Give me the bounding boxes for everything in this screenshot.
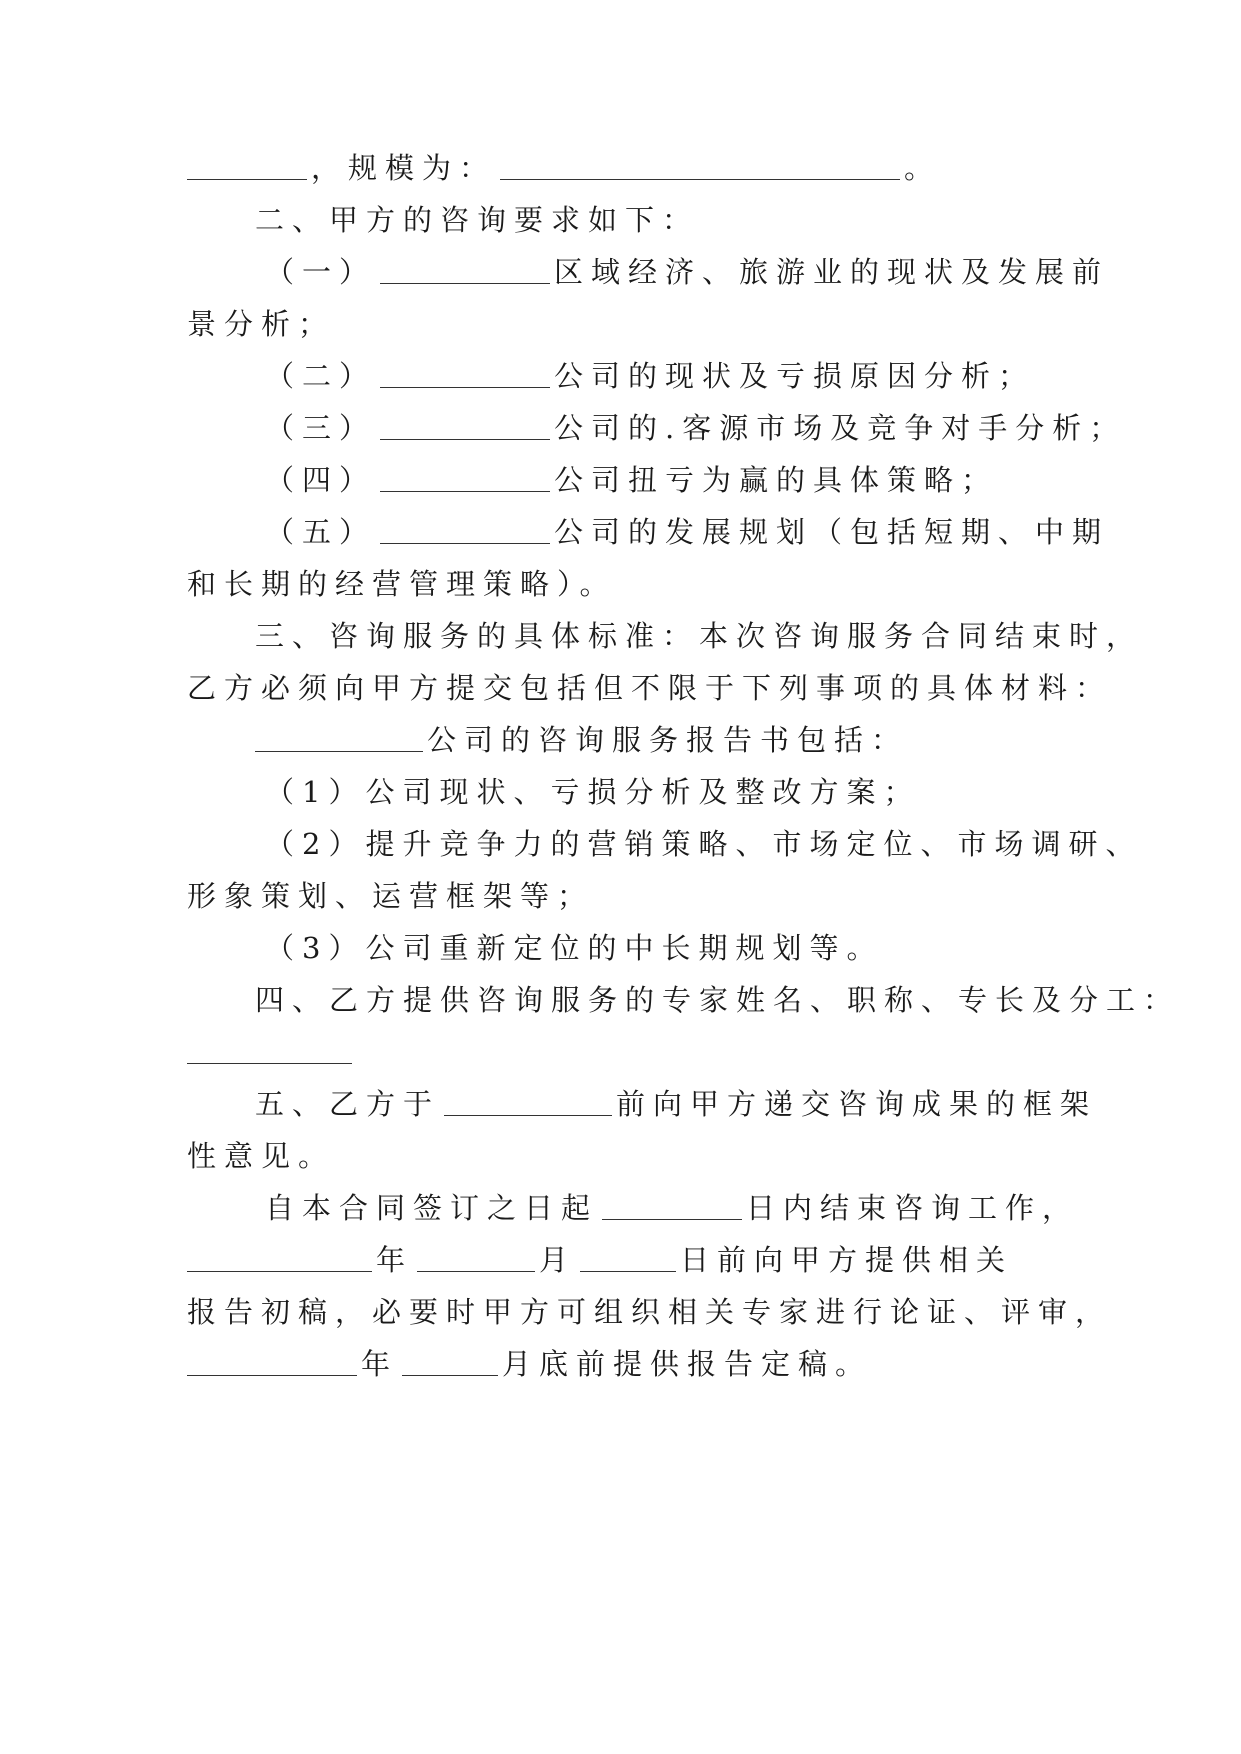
line-continuation: 性意见。 — [187, 1139, 336, 1173]
text: 五、乙方于 — [255, 1087, 441, 1121]
final-date-line — [187, 1344, 872, 1384]
line-scale — [187, 148, 941, 188]
text: 公司扭亏为赢的具体策略； — [554, 463, 999, 497]
timeline-paragraph — [265, 1188, 1079, 1228]
list-item-2 — [265, 356, 1035, 396]
list-item-3 — [265, 408, 1126, 448]
blank-field — [380, 542, 550, 544]
blank-field — [380, 438, 550, 440]
list-item-5 — [265, 512, 1109, 552]
month-blank — [402, 1374, 498, 1376]
text: 公司的咨询服务报告书包括： — [427, 723, 909, 757]
blank-field — [380, 386, 550, 388]
item-number: （四） — [265, 463, 377, 497]
blank-field — [380, 490, 550, 492]
text: 日内结束咨询工作， — [746, 1191, 1080, 1225]
text: 公司的发展规划（包括短期、中期 — [554, 515, 1110, 549]
blank-field — [500, 178, 900, 180]
text: 月底前提供报告定稿。 — [502, 1347, 873, 1381]
report-intro — [255, 720, 908, 760]
draft-date-line — [187, 1240, 1013, 1280]
experts-blank-line — [187, 1032, 356, 1072]
text: ，规模为： — [311, 151, 497, 185]
year-blank — [187, 1270, 372, 1272]
text: 自本合同签订之日起 — [265, 1191, 599, 1225]
text: 日前向甲方提供相关 — [680, 1243, 1014, 1277]
report-item-1: （1）公司现状、亏损分析及整改方案； — [265, 775, 921, 809]
section-heading-3: 三、咨询服务的具体标准：本次咨询服务合同结束时， — [255, 619, 1144, 653]
line-continuation: 景分析； — [187, 307, 336, 341]
text: 月 — [539, 1243, 577, 1277]
blank-field — [602, 1218, 742, 1220]
item-number: （五） — [265, 515, 377, 549]
line-continuation: 报告初稿，必要时甲方可组织相关专家进行论证、评审， — [187, 1295, 1113, 1329]
blank-field — [187, 178, 307, 180]
text: 公司的.客源市场及竞争对手分析； — [554, 411, 1127, 445]
text: 公司的现状及亏损原因分析； — [554, 359, 1036, 393]
list-item-1 — [265, 252, 1109, 292]
text: 年 — [361, 1347, 399, 1381]
line-continuation: 乙方必须向甲方提交包括但不限于下列事项的具体材料： — [187, 671, 1113, 705]
text: 前向甲方递交咨询成果的框架 — [616, 1087, 1098, 1121]
item-number: （一） — [265, 255, 377, 289]
blank-field — [380, 282, 550, 284]
item-number: （二） — [265, 359, 377, 393]
line-continuation: 和长期的经营管理策略）。 — [187, 567, 617, 601]
report-item-2: （2）提升竞争力的营销策略、市场定位、市场调研、 — [265, 827, 1143, 861]
year-blank — [187, 1374, 357, 1376]
month-blank — [417, 1270, 535, 1272]
section-heading-5 — [255, 1084, 1097, 1124]
blank-field — [255, 750, 423, 752]
text: 年 — [376, 1243, 414, 1277]
section-heading-2: 二、甲方的咨询要求如下： — [255, 203, 700, 237]
blank-field — [444, 1114, 612, 1116]
blank-field — [187, 1062, 352, 1064]
text: 。 — [904, 151, 942, 185]
section-heading-4: 四、乙方提供咨询服务的专家姓名、职称、专长及分工： — [255, 983, 1181, 1017]
line-continuation: 形象策划、运营框架等； — [187, 879, 595, 913]
report-item-3: （3）公司重新定位的中长期规划等。 — [265, 931, 884, 965]
list-item-4 — [265, 460, 998, 500]
text: 区域经济、旅游业的现状及发展前 — [554, 255, 1110, 289]
day-blank — [580, 1270, 676, 1272]
item-number: （三） — [265, 411, 377, 445]
